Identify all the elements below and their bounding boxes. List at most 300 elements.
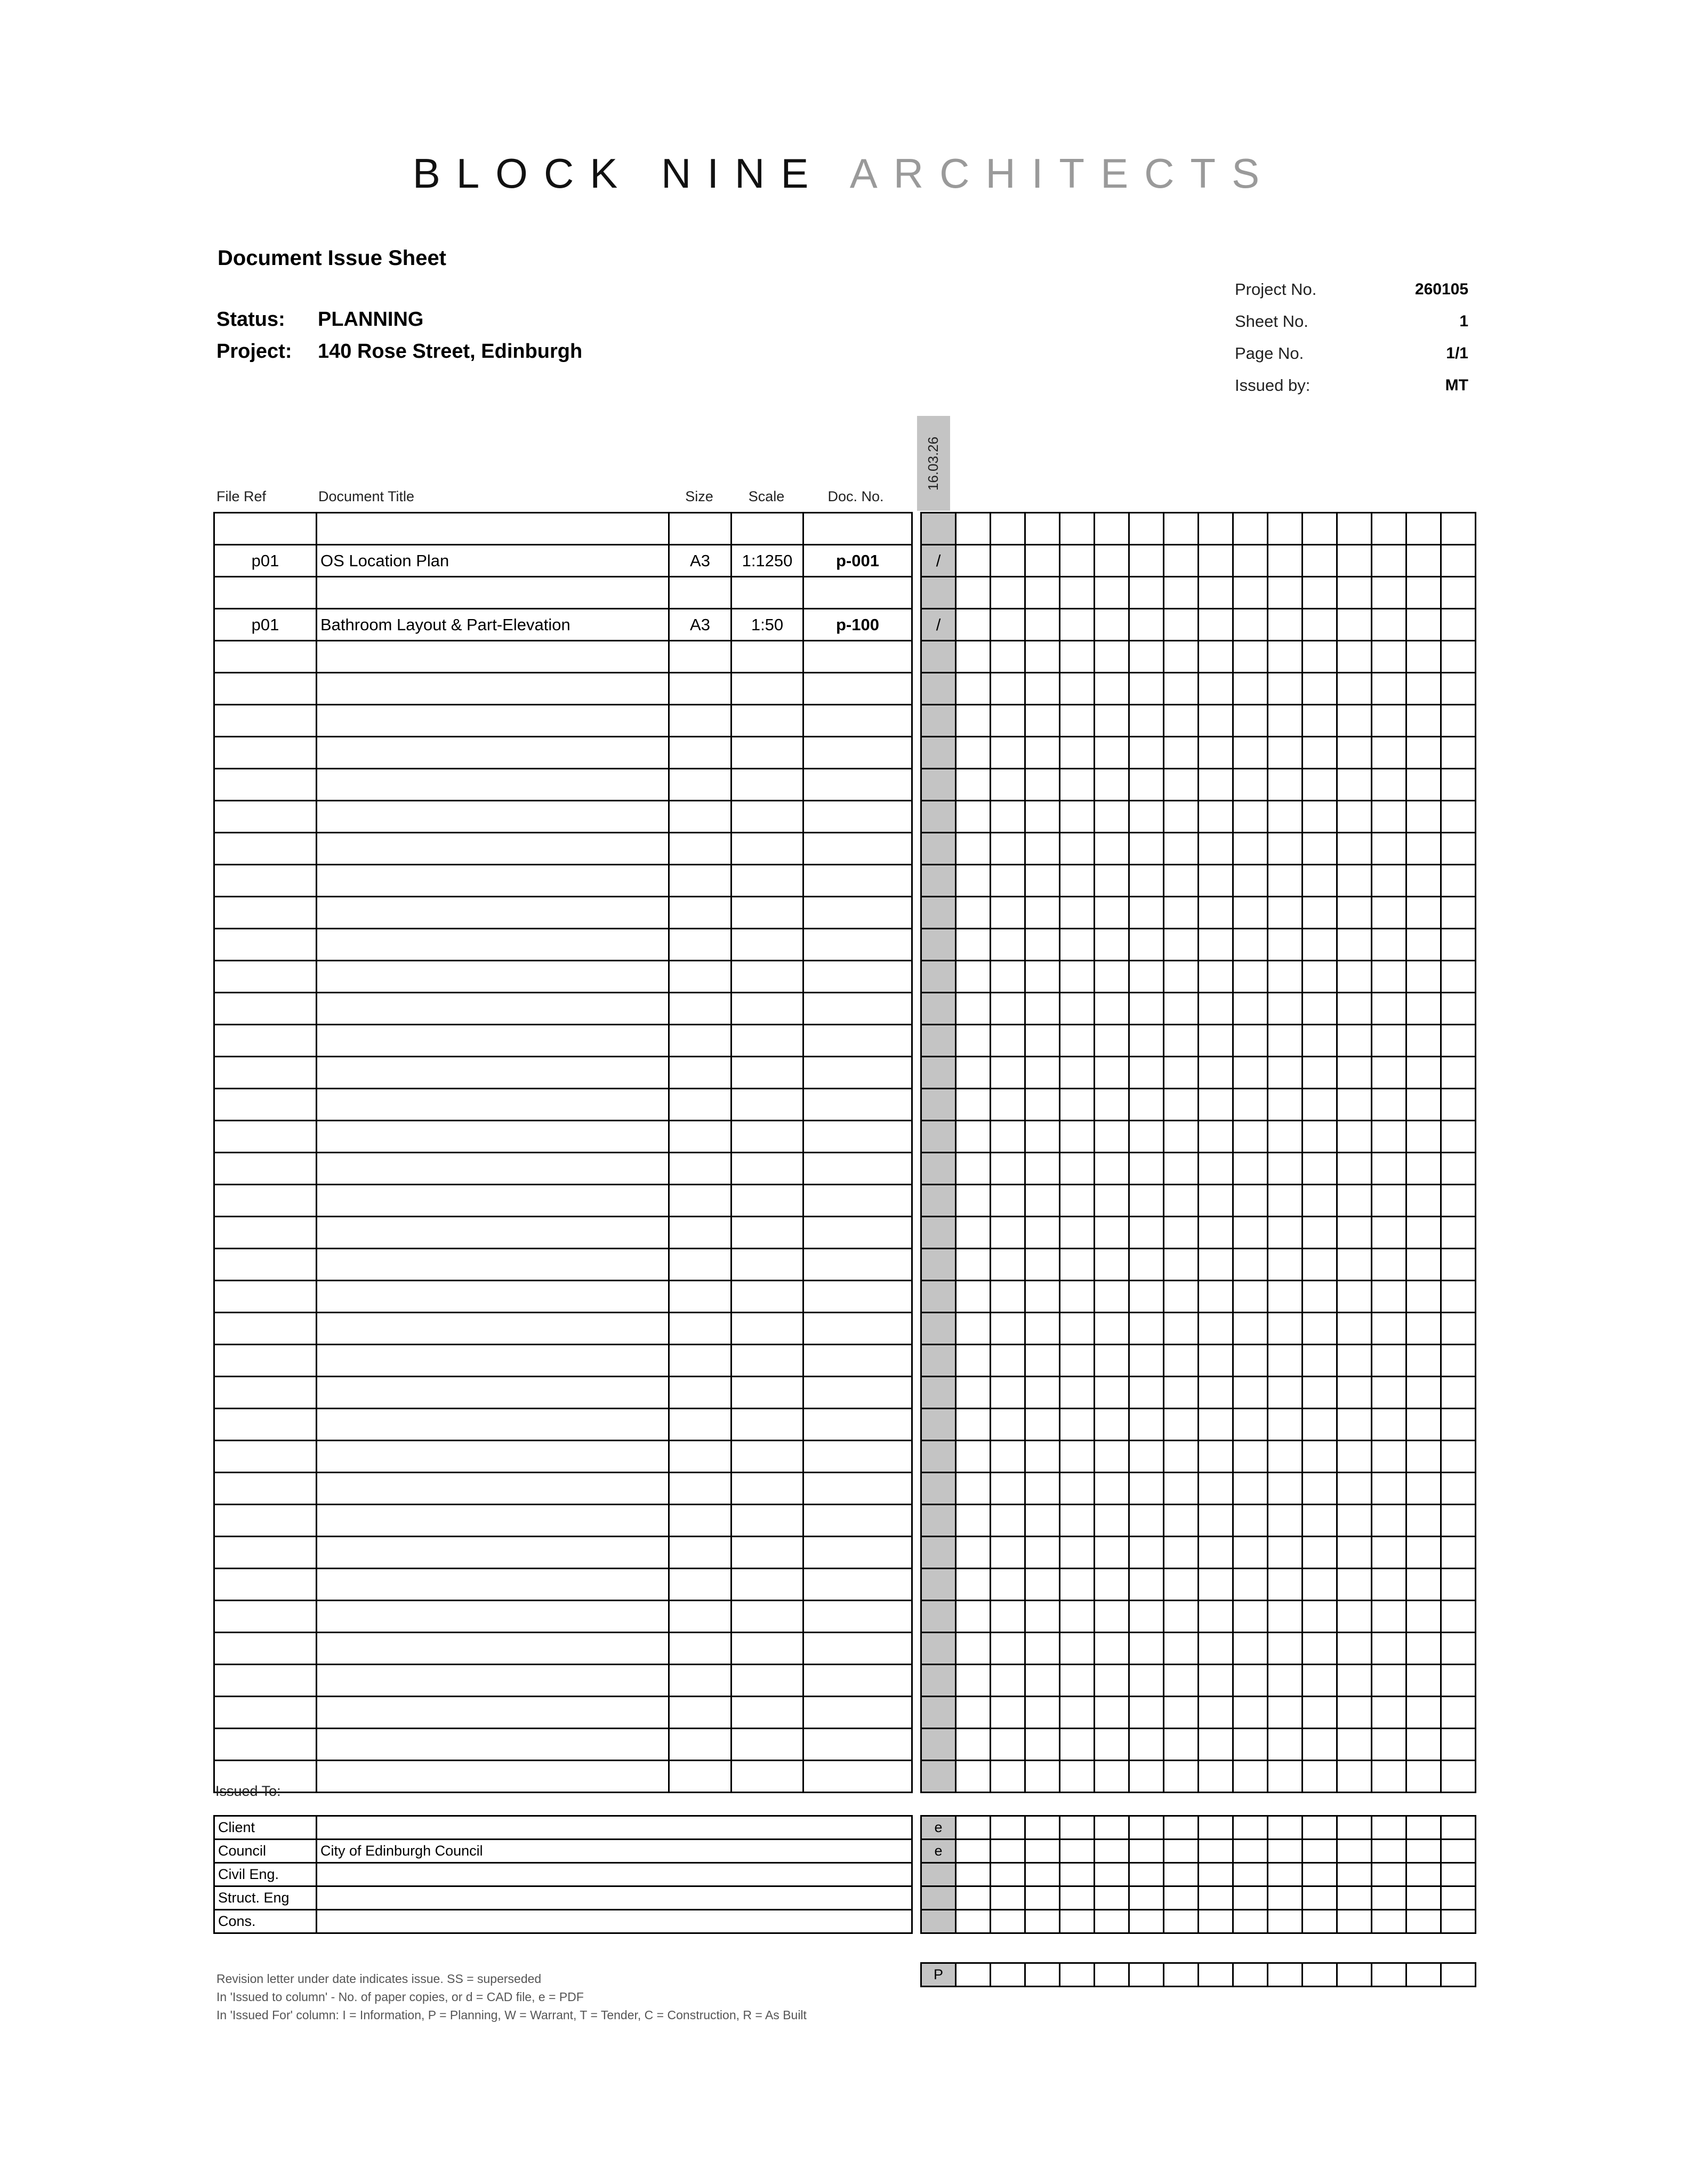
doc-no-cell — [803, 833, 912, 865]
scale-cell — [732, 833, 803, 865]
issue-cell — [991, 1313, 1025, 1345]
issue-cell — [956, 1025, 991, 1057]
issue-cell — [1060, 1473, 1095, 1505]
size-cell — [669, 1697, 732, 1729]
issue-cell — [1060, 1665, 1095, 1697]
document-title-cell — [317, 737, 669, 769]
doc-no-cell — [803, 1761, 912, 1793]
issue-row — [921, 737, 1476, 769]
document-title-cell: OS Location Plan — [317, 545, 669, 577]
document-title-cell — [317, 1569, 669, 1601]
issue-cell — [1095, 1537, 1129, 1569]
issue-cell — [1129, 1840, 1164, 1863]
issue-cell — [1233, 993, 1268, 1025]
issue-cell — [991, 1441, 1025, 1473]
issue-cell — [1233, 1697, 1268, 1729]
file-ref-cell — [214, 705, 317, 737]
document-title-cell — [317, 1313, 669, 1345]
issue-cell — [1164, 1217, 1199, 1249]
table-row — [214, 1537, 912, 1569]
file-ref-cell — [214, 897, 317, 929]
revision-cell — [921, 737, 956, 769]
revision-cell — [921, 1601, 956, 1633]
scale-cell — [732, 577, 803, 609]
issue-row — [921, 865, 1476, 897]
issue-cell — [1372, 1345, 1406, 1377]
issue-cell — [1441, 833, 1476, 865]
issue-cell — [991, 1910, 1025, 1933]
scale-cell — [732, 1569, 803, 1601]
revision-cell — [921, 1761, 956, 1793]
size-cell — [669, 1185, 732, 1217]
file-ref-cell — [214, 1089, 317, 1121]
issue-cell — [1060, 1377, 1095, 1409]
issue-cell — [1406, 737, 1441, 769]
file-ref-cell — [214, 1249, 317, 1281]
file-ref-cell — [214, 1537, 317, 1569]
issue-cell — [1129, 897, 1164, 929]
issue-cell — [1164, 1505, 1199, 1537]
issue-cell — [1199, 1569, 1233, 1601]
size-cell — [669, 1569, 732, 1601]
issue-date: 16.03.26 — [925, 436, 942, 491]
issue-cell — [1372, 1505, 1406, 1537]
issue-cell — [1164, 1910, 1199, 1933]
issue-cell — [1372, 1377, 1406, 1409]
issue-cell — [1372, 705, 1406, 737]
issue-cell — [1233, 1601, 1268, 1633]
issue-cell — [1337, 705, 1372, 737]
table-row — [214, 1345, 912, 1377]
issue-cell — [1025, 1910, 1060, 1933]
issue-cell — [1164, 1697, 1199, 1729]
issue-cell — [1129, 1025, 1164, 1057]
issue-cell — [1268, 577, 1303, 609]
issue-cell — [1406, 1601, 1441, 1633]
issue-cell — [1025, 1281, 1060, 1313]
doc-no-cell — [803, 1089, 912, 1121]
doc-no-cell — [803, 1697, 912, 1729]
issue-cell — [1199, 833, 1233, 865]
issue-cell — [1164, 641, 1199, 673]
issue-cell — [956, 1089, 991, 1121]
scale-cell: 1:1250 — [732, 545, 803, 577]
issue-cell — [1303, 993, 1337, 1025]
issue-cell — [1060, 1601, 1095, 1633]
issue-cell — [956, 1473, 991, 1505]
issue-cell — [1025, 897, 1060, 929]
issue-cell — [956, 865, 991, 897]
issue-row — [921, 1761, 1476, 1793]
issue-cell — [991, 1697, 1025, 1729]
issue-row — [921, 1281, 1476, 1313]
issue-cell — [1095, 1963, 1129, 1987]
issue-cell — [1095, 1281, 1129, 1313]
file-ref-cell — [214, 1633, 317, 1665]
issue-cell — [1164, 961, 1199, 993]
table-row — [214, 865, 912, 897]
doc-no-cell — [803, 1569, 912, 1601]
issue-cell — [1441, 577, 1476, 609]
file-ref-cell — [214, 513, 317, 545]
issue-cell — [1372, 1057, 1406, 1089]
issue-cell — [1441, 1569, 1476, 1601]
issue-cell — [956, 1816, 991, 1840]
size-cell — [669, 1377, 732, 1409]
issue-cell — [1268, 993, 1303, 1025]
issue-cell — [1233, 865, 1268, 897]
issue-cell — [1372, 1910, 1406, 1933]
issue-cell — [1164, 545, 1199, 577]
issue-cell — [1129, 1761, 1164, 1793]
document-title-cell — [317, 1249, 669, 1281]
issue-cell — [991, 1840, 1025, 1863]
issue-row — [921, 1505, 1476, 1537]
issue-cell — [1337, 1816, 1372, 1840]
issue-cell — [1268, 1729, 1303, 1761]
issue-cell — [1129, 1816, 1164, 1840]
issue-cell — [1441, 1473, 1476, 1505]
revision-cell — [921, 1025, 956, 1057]
table-row — [214, 929, 912, 961]
file-ref-cell — [214, 1217, 317, 1249]
issue-cell — [1441, 1313, 1476, 1345]
issue-cell — [1164, 1729, 1199, 1761]
size-cell — [669, 1665, 732, 1697]
status-label: Status: — [216, 308, 285, 331]
issue-cell — [1095, 1441, 1129, 1473]
issue-cell — [1095, 1185, 1129, 1217]
issue-cell — [1164, 1863, 1199, 1886]
table-row — [214, 641, 912, 673]
size-cell — [669, 737, 732, 769]
issue-cell — [1129, 609, 1164, 641]
recipient-row — [214, 1840, 912, 1863]
issue-cell — [1164, 929, 1199, 961]
issue-cell — [956, 545, 991, 577]
issue-cell — [1060, 1281, 1095, 1313]
recipients-issue-grid — [920, 1815, 1476, 1934]
document-title-cell — [317, 1729, 669, 1761]
issue-cell — [1060, 833, 1095, 865]
issue-cell — [1060, 961, 1095, 993]
issue-cell — [1233, 1377, 1268, 1409]
issue-cell — [956, 1601, 991, 1633]
issue-cell — [1406, 1409, 1441, 1441]
issue-cell — [1199, 1121, 1233, 1153]
issue-cell — [1164, 1537, 1199, 1569]
issue-row — [921, 929, 1476, 961]
issue-cell — [1095, 1089, 1129, 1121]
issue-cell — [1372, 1441, 1406, 1473]
issue-cell — [1129, 577, 1164, 609]
document-title-cell: Bathroom Layout & Part-Elevation — [317, 609, 669, 641]
issue-cell — [1406, 1217, 1441, 1249]
file-ref-cell — [214, 737, 317, 769]
issue-cell — [1441, 1217, 1476, 1249]
issue-cell — [1199, 1217, 1233, 1249]
issue-cell — [1095, 1816, 1129, 1840]
issue-cell — [1060, 1633, 1095, 1665]
size-cell — [669, 1505, 732, 1537]
issue-cell — [1164, 1121, 1199, 1153]
revision-cell: / — [921, 609, 956, 641]
issue-cell — [1233, 929, 1268, 961]
table-row — [214, 1473, 912, 1505]
size-cell — [669, 1729, 732, 1761]
issue-cell — [1372, 1153, 1406, 1185]
issue-row — [921, 1345, 1476, 1377]
issue-cell — [1164, 1057, 1199, 1089]
issue-cell — [1129, 769, 1164, 801]
issue-cell — [1233, 833, 1268, 865]
issue-cell — [1129, 1473, 1164, 1505]
issue-cell — [1060, 1185, 1095, 1217]
issue-cell — [1129, 1121, 1164, 1153]
issue-cell — [1025, 1863, 1060, 1886]
issue-cell — [1060, 1886, 1095, 1910]
table-row — [214, 801, 912, 833]
logo-architects: ARCHITECTS — [849, 150, 1276, 197]
issue-cell — [1372, 769, 1406, 801]
issue-cell — [1025, 929, 1060, 961]
issue-cell — [1129, 1729, 1164, 1761]
issue-row — [921, 641, 1476, 673]
issue-cell — [1129, 1569, 1164, 1601]
issue-cell — [956, 1863, 991, 1886]
issue-cell — [1199, 1633, 1233, 1665]
issue-cell — [1233, 1665, 1268, 1697]
recipient-name — [317, 1910, 912, 1933]
project-label: Project: — [216, 340, 292, 363]
issue-cell — [1129, 1863, 1164, 1886]
issue-cell — [1025, 673, 1060, 705]
doc-no-cell — [803, 1153, 912, 1185]
issue-cell — [1268, 865, 1303, 897]
recipient-mark-cell: e — [921, 1816, 956, 1840]
file-ref-cell: p01 — [214, 545, 317, 577]
issue-cell — [1025, 1601, 1060, 1633]
recipient-role: Client — [214, 1816, 317, 1840]
table-row — [214, 1761, 912, 1793]
scale-cell — [732, 513, 803, 545]
issue-cell — [1337, 1377, 1372, 1409]
issue-cell — [1406, 1313, 1441, 1345]
status-value: PLANNING — [318, 308, 424, 331]
issue-cell — [1025, 737, 1060, 769]
issue-cell — [1095, 1409, 1129, 1441]
file-ref-cell — [214, 1185, 317, 1217]
issue-cell — [1406, 673, 1441, 705]
issue-row — [921, 1441, 1476, 1473]
issue-cell — [1268, 1601, 1303, 1633]
issued-for-body — [921, 1963, 1476, 1987]
issue-cell — [991, 929, 1025, 961]
issue-cell — [1406, 1089, 1441, 1121]
issue-cell — [1233, 1761, 1268, 1793]
issue-cell — [1233, 769, 1268, 801]
issue-cell — [1095, 1505, 1129, 1537]
issue-cell — [1372, 1217, 1406, 1249]
recipient-mark-cell — [921, 1910, 956, 1933]
issue-cell — [991, 1409, 1025, 1441]
issue-cell — [1337, 1281, 1372, 1313]
issue-cell — [1406, 1025, 1441, 1057]
issue-row — [921, 993, 1476, 1025]
issue-cell — [1406, 1569, 1441, 1601]
issue-cell — [1060, 897, 1095, 929]
issue-cell — [1303, 1249, 1337, 1281]
issue-cell — [1337, 673, 1372, 705]
issue-cell — [1406, 1153, 1441, 1185]
table-row — [214, 1697, 912, 1729]
size-cell — [669, 1281, 732, 1313]
issue-cell — [1025, 1537, 1060, 1569]
header-scale: Scale — [748, 488, 785, 504]
issue-cell — [1060, 1345, 1095, 1377]
issue-cell — [1406, 801, 1441, 833]
issue-cell — [1095, 513, 1129, 545]
issue-cell — [1060, 1057, 1095, 1089]
issue-cell — [1164, 1601, 1199, 1633]
issue-cell — [1303, 513, 1337, 545]
issue-cell — [1164, 897, 1199, 929]
issue-cell — [1025, 1569, 1060, 1601]
issue-cell — [1095, 1729, 1129, 1761]
issue-cell — [1025, 961, 1060, 993]
issue-cell — [991, 1153, 1025, 1185]
issue-cell — [1164, 1473, 1199, 1505]
issue-cell — [1164, 1665, 1199, 1697]
issue-cell — [1337, 1863, 1372, 1886]
issue-cell — [1268, 641, 1303, 673]
issue-cell — [1164, 801, 1199, 833]
issue-cell — [1025, 1025, 1060, 1057]
document-title-cell — [317, 1473, 669, 1505]
issue-cell — [1095, 545, 1129, 577]
file-ref-cell — [214, 1569, 317, 1601]
issue-cell — [1060, 609, 1095, 641]
issue-cell — [1060, 993, 1095, 1025]
issue-cell — [1060, 1729, 1095, 1761]
issue-row — [921, 1185, 1476, 1217]
issue-cell — [1268, 769, 1303, 801]
recipient-row — [214, 1816, 912, 1840]
issue-cell — [1025, 1886, 1060, 1910]
issue-cell — [1025, 1409, 1060, 1441]
issue-cell — [1337, 1089, 1372, 1121]
issue-cell — [1095, 1665, 1129, 1697]
issue-cell — [1095, 1121, 1129, 1153]
issue-row — [921, 513, 1476, 545]
issue-cell — [1060, 1761, 1095, 1793]
issue-cell — [1060, 1505, 1095, 1537]
revision-cell — [921, 1729, 956, 1761]
issue-cell — [1337, 1761, 1372, 1793]
issue-row — [921, 705, 1476, 737]
issue-cell — [1268, 1910, 1303, 1933]
issue-cell — [1233, 1537, 1268, 1569]
scale-cell — [732, 1345, 803, 1377]
issue-cell — [1372, 1729, 1406, 1761]
size-cell — [669, 865, 732, 897]
issue-cell — [956, 1910, 991, 1933]
issue-cell — [1164, 609, 1199, 641]
issue-cell — [1441, 1409, 1476, 1441]
issue-cell — [1268, 1345, 1303, 1377]
issue-row — [921, 1377, 1476, 1409]
revision-cell — [921, 1185, 956, 1217]
issue-cell — [956, 929, 991, 961]
issue-cell — [1406, 897, 1441, 929]
issue-cell — [1199, 1025, 1233, 1057]
issue-row — [921, 961, 1476, 993]
issue-cell — [1199, 1345, 1233, 1377]
recipient-row — [214, 1863, 912, 1886]
issue-cell — [1268, 609, 1303, 641]
issue-cell — [1095, 801, 1129, 833]
issue-cell — [1095, 961, 1129, 993]
issue-cell — [1129, 865, 1164, 897]
issue-cell — [1164, 993, 1199, 1025]
revision-cell — [921, 897, 956, 929]
issue-cell — [1199, 1185, 1233, 1217]
file-ref-cell — [214, 673, 317, 705]
issue-cell — [1233, 1633, 1268, 1665]
issue-cell — [1441, 1505, 1476, 1537]
issue-cell — [1129, 1217, 1164, 1249]
issue-cell — [991, 961, 1025, 993]
issue-cell — [1268, 705, 1303, 737]
issue-cell — [1233, 1505, 1268, 1537]
issue-cell — [1372, 1633, 1406, 1665]
document-title-cell — [317, 897, 669, 929]
issue-cell — [991, 993, 1025, 1025]
revision-cell — [921, 1249, 956, 1281]
issue-cell — [1372, 1816, 1406, 1840]
doc-no-cell — [803, 1633, 912, 1665]
table-row — [214, 1377, 912, 1409]
issue-cell — [956, 1633, 991, 1665]
scale-cell — [732, 673, 803, 705]
scale-cell — [732, 1217, 803, 1249]
issue-cell — [1268, 1816, 1303, 1840]
issue-cell — [1303, 1910, 1337, 1933]
document-title-cell — [317, 769, 669, 801]
scale-cell — [732, 1473, 803, 1505]
issue-cell — [1268, 673, 1303, 705]
issue-cell — [1025, 865, 1060, 897]
issue-cell — [1164, 865, 1199, 897]
size-cell — [669, 961, 732, 993]
issue-cell — [1337, 801, 1372, 833]
doc-no-cell — [803, 801, 912, 833]
issue-cell — [1406, 545, 1441, 577]
size-cell — [669, 1537, 732, 1569]
issue-cell — [1441, 1153, 1476, 1185]
issue-cell — [956, 1697, 991, 1729]
issue-cell — [1406, 769, 1441, 801]
size-cell — [669, 1249, 732, 1281]
issue-cell — [1441, 929, 1476, 961]
revision-cell — [921, 673, 956, 705]
issue-cell — [991, 1377, 1025, 1409]
header-size: Size — [685, 488, 713, 504]
issue-cell — [1337, 897, 1372, 929]
issue-cell — [1372, 1601, 1406, 1633]
scale-cell — [732, 705, 803, 737]
issue-cell — [1060, 1121, 1095, 1153]
